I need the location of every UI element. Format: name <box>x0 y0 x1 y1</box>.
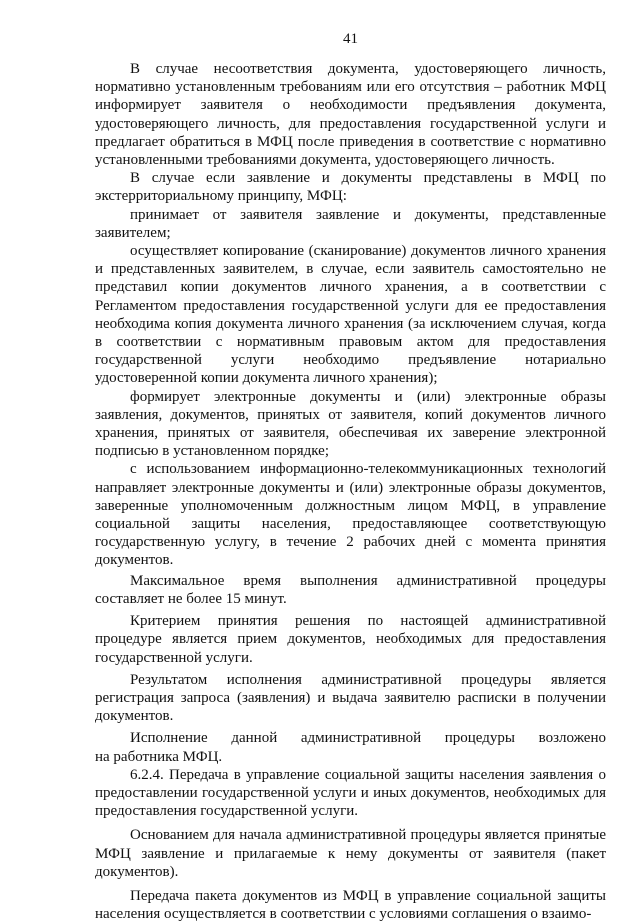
paragraph-accepts-application: принимает от заявителя заявление и документы, представленные заявителем; <box>95 206 606 241</box>
paragraph-max-time: Максимальное время выполнения административной процедуры составляет не более 15 минут. <box>95 572 606 607</box>
paragraph-sends-electronic-documents: с использованием информационно-телекоммуникационных технологий направляет электронные документы и (или) электронные образы документов, заверенные уполномоченным должностным лицом МФЦ, в управление социальной защиты населения, предоставляющее соответствующую государственную услугу, в течение 2 рабочих дней с момента принятия документов. <box>95 461 606 569</box>
paragraph-copying-documents: осуществляет копирование (сканирование) документов личного хранения и представленных заявителем, в случае, если заявитель самостоятельно не представил копии документов личного хранения, а в соответствии с Регламентом предоставления государственной услуги для ее предоставления необходима копия документа личного хранения (за исключением случая, когда в соответствии с нормативным правовым актом для предоставления государственной услуги необходимо предъявление нотариально удостоверенной копии документа личного хранения); <box>95 243 606 387</box>
paragraph-responsible-first-line <box>95 729 606 747</box>
paragraph-extraterritorial-intro: В случае если заявление и документы представлены в МФЦ по экстерриториальному принципу, МФЦ: <box>95 170 606 205</box>
document-body <box>95 60 606 923</box>
paragraph-procedure-basis: Основанием для начала административной процедуры является принятые МФЦ заявление и прилагаемые к нему документы от заявителя (пакет документов). <box>95 827 606 880</box>
paragraph-package-transfer: Передача пакета документов из МФЦ в управление социальной защиты населения осуществляется в соответствии с условиями соглашения о взаимо- <box>95 887 606 923</box>
word: данной <box>231 730 278 747</box>
page-number: 41 <box>343 31 358 47</box>
paragraph-section-6-2-4: 6.2.4. Передача в управление социальной защиты населения заявления о предоставлении государственной услуги и иных документов, необходимых для предоставления государственной услуги. <box>95 766 606 820</box>
word: административной <box>300 730 422 747</box>
word: возложено <box>538 730 606 747</box>
paragraph-decision-criterion: Критерием принятия решения по настоящей административной процедуре является прием документов, необходимых для предоставления государственной услуги. <box>95 613 606 666</box>
word: процедуры <box>444 730 515 747</box>
word: Исполнение <box>130 730 208 747</box>
paragraph-mismatch-identity-document: В случае несоответствия документа, удостоверяющего личность, нормативно установленным требованиям или его отсутствия – работник МФЦ информирует заявителя о необходимости предъявления документа, удостоверяющего личность, для предоставления государственной услуги и предлагает обратиться в МФЦ после приведения в соответствие с нормативно установленными требованиями документа, удостоверяющего личность. <box>95 61 606 169</box>
paragraph-procedure-result: Результатом исполнения административной процедуры является регистрация запроса (заявления) и выдача заявителю расписки в получении документов. <box>95 671 606 725</box>
paragraph-forms-electronic-documents: формирует электронные документы и (или) электронные образы заявления, документов, принятых от заявителя, копий документов личного хранения, принятых от заявителя, обеспечивая их заверение электронной подписью в установленном порядке; <box>95 388 606 460</box>
paragraph-responsible-continuation: на работника МФЦ. <box>95 748 223 765</box>
